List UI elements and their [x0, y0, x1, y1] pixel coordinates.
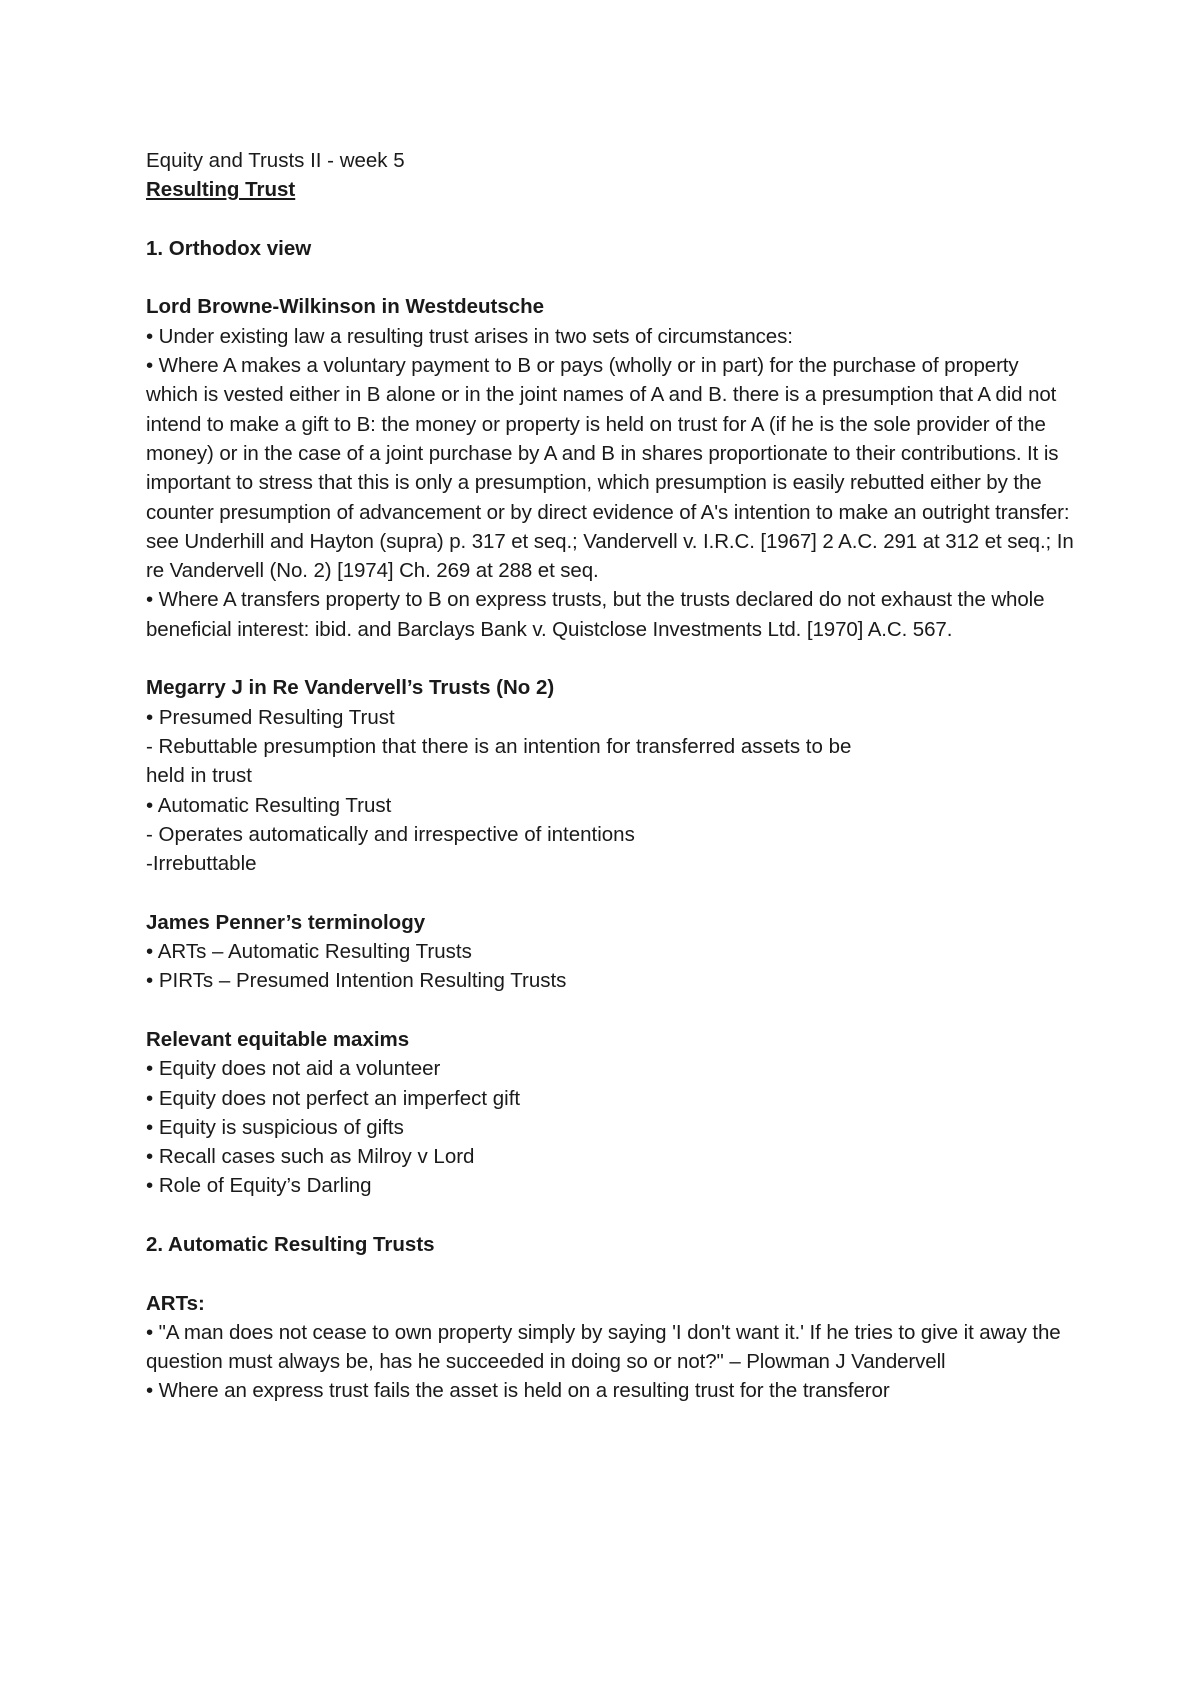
arts-heading: ARTs: [146, 1291, 205, 1315]
spacer [146, 996, 1076, 1025]
spacer [146, 205, 1076, 234]
maxims-line-5: • Role of Equity’s Darling [146, 1174, 372, 1198]
megarry-line-2: - Rebuttable presumption that there is an intention for transferred assets to be [146, 734, 852, 758]
megarry-line-3: held in trust [146, 764, 252, 788]
maxims-line-4: • Recall cases such as Milroy v Lord [146, 1145, 475, 1169]
document-page [146, 146, 1076, 1406]
penner-heading: James Penner’s terminology [146, 910, 426, 934]
section-2-heading: 2. Automatic Resulting Trusts [146, 1232, 435, 1256]
megarry-line-6: -Irrebuttable [146, 852, 257, 876]
arts-paragraph-1: • "A man does not cease to own property simply by saying 'I don't want it.' If he tries to give it away the question must always be, has he succeeded in doing so or not?" – Plowman J Vandervell [146, 1320, 1061, 1374]
maxims-line-2: • Equity does not perfect an imperfect gift [146, 1086, 521, 1110]
spacer [146, 1259, 1076, 1288]
megarry-heading: Megarry J in Re Vandervell’s Trusts (No 2) [146, 676, 555, 700]
megarry-line-4: • Automatic Resulting Trust [146, 793, 392, 817]
browne-heading: Lord Browne-Wilkinson in Westdeutsche [146, 295, 545, 319]
arts-paragraph-2: • Where an express trust fails the asset is held on a resulting trust for the transferor [146, 1379, 890, 1403]
browne-paragraph-2: • Where A makes a voluntary payment to B or pays (wholly or in part) for the purchase of property which is vested either in B alone or in the joint names of A and B. there is a presumption that A did not intend to make a gift to B: the money or property is held on trust for A (if he is the sole provider of the money) or in the case of a joint purchase by A and B in shares proportionate to their contributions. It is important to stress that this is only a presumption, which presumption is easily rebutted either by the counter presumption of advancement or by direct evidence of A's intention to make an outright transfer: see Underhill and Hayton (supra) p. 317 et seq.; Vandervell v. I.R.C. [1967] 2 A.C. 291 at 312 et seq.; In re Vandervell (No. 2) [1974] Ch. 269 at 288 et seq. [146, 354, 1074, 583]
maxims-heading: Relevant equitable maxims [146, 1027, 410, 1051]
penner-line-1: • ARTs – Automatic Resulting Trusts [146, 940, 472, 964]
megarry-line-5: - Operates automatically and irrespective of intentions [146, 822, 635, 846]
maxims-line-3: • Equity is suspicious of gifts [146, 1115, 404, 1139]
spacer [146, 644, 1076, 673]
section-1-heading: 1. Orthodox view [146, 236, 312, 260]
spacer [146, 878, 1076, 907]
spacer [146, 263, 1076, 292]
browne-paragraph-3: • Where A transfers property to B on express trusts, but the trusts declared do not exhaust the whole beneficial interest: ibid. and Barclays Bank v. Quistclose Investments Ltd. [1970] A.C. 567. [146, 588, 1045, 641]
document-title: Equity and Trusts II - week 5 [146, 149, 405, 172]
document-subtitle: Resulting Trust [146, 178, 296, 202]
spacer [146, 1201, 1076, 1230]
penner-line-2: • PIRTs – Presumed Intention Resulting Trusts [146, 969, 567, 993]
browne-paragraph-1: • Under existing law a resulting trust arises in two sets of circumstances: [146, 324, 793, 348]
maxims-line-1: • Equity does not aid a volunteer [146, 1057, 441, 1081]
megarry-line-1: • Presumed Resulting Trust [146, 705, 395, 729]
